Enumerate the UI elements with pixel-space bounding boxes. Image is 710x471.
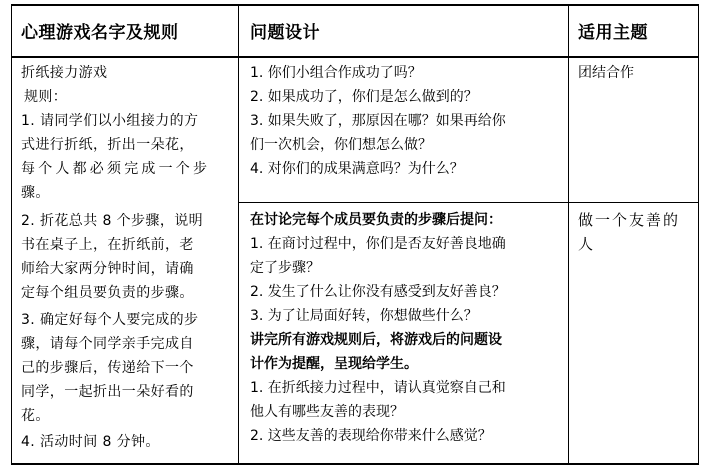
theme-2-line-2: 人 [578,235,594,253]
left-border [11,4,12,465]
rule-2-line-2: 书在桌子上，在折纸前，老 [21,237,194,253]
rules-label: 规则： [24,89,68,105]
theme-cell-2 [578,208,680,256]
question-2: 2. 如果成功了，你们是怎么做到的？ [250,89,478,105]
questions-cell-1 [250,61,566,181]
col-divider-2 [568,4,569,465]
rule-2-line-1: 2. 折花总共 8 个步骤，说明 [21,213,204,229]
theme-2-line-1: 做一个友善的 [578,211,681,229]
table-top-border [11,4,699,6]
table-bottom-border [11,463,699,465]
header-bottom-border [11,56,699,58]
rule-2-line-3: 师给大家两分钟时间，请确 [21,261,194,277]
game-rules-cell [21,61,235,454]
theme-cell-1: 团结合作 [578,65,634,81]
rule-3-line-5: 花。 [21,408,50,424]
game-name: 折纸接力游戏 [21,65,108,81]
question-2-1-line-2: 定了步骤？ [250,260,320,276]
question-2-1-line-1: 1. 在商讨过程中，你们是否友好善良地确 [250,236,506,252]
rule-4: 4. 活动时间 8 分钟。 [21,434,160,450]
question-1: 1. 你们小组合作成功了吗？ [250,65,422,81]
questions-cell-2 [250,208,566,448]
rule-1-line-1: 1. 请同学们以小组接力的方 [21,113,199,129]
rule-1-line-2: 式进行折纸，折出一朵花， [21,137,194,153]
rule-2-line-4: 定每个组员要负责的步骤。 [21,285,194,301]
question-2-5: 2. 这些友善的表现给你带来什么感觉？ [250,428,492,444]
question-3-line-1: 3. 如果失败了，那原因在哪？如果再给你 [250,113,506,129]
rule-3-line-4: 同学，一起折出一朵好看的 [21,384,194,400]
rule-1-line-3: 每个人都必须完成一个步 [21,161,211,177]
col-divider-1 [238,4,239,465]
header-theme: 适用主题 [578,23,648,43]
right-border [698,4,699,465]
question-2-4-line-2: 他人有哪些友善的表现？ [250,404,404,420]
reminder-note-line-2: 计作为提醒，呈现给学生。 [250,356,418,372]
question-2-3: 3. 为了让局面好转，你想做些什么？ [250,308,478,324]
reminder-note-line-1: 讲完所有游戏规则后，将游戏后的问题设 [250,332,502,348]
rule-1-line-4: 骤。 [21,185,50,201]
question-4: 4. 对你们的成果满意吗？为什么？ [250,161,464,177]
header-game: 心理游戏名字及规则 [21,23,179,43]
question-3-line-2: 们一次机会，你们想怎么做？ [250,137,432,153]
rule-3-line-3: 己的步骤后，传递给下一个 [21,360,194,376]
header-questions: 问题设计 [250,23,320,43]
row-divider [238,202,699,203]
question-2-2: 2. 发生了什么让你没有感受到友好善良？ [250,284,506,300]
discussion-intro: 在讨论完每个成员要负责的步骤后提问： [250,212,502,228]
question-2-4-line-1: 1. 在折纸接力过程中，请认真觉察自己和 [250,380,506,396]
rule-3-line-2: 骤，请每个同学亲手完成自 [21,336,194,352]
rule-3-line-1: 3. 确定好每个人要完成的步 [21,312,199,328]
